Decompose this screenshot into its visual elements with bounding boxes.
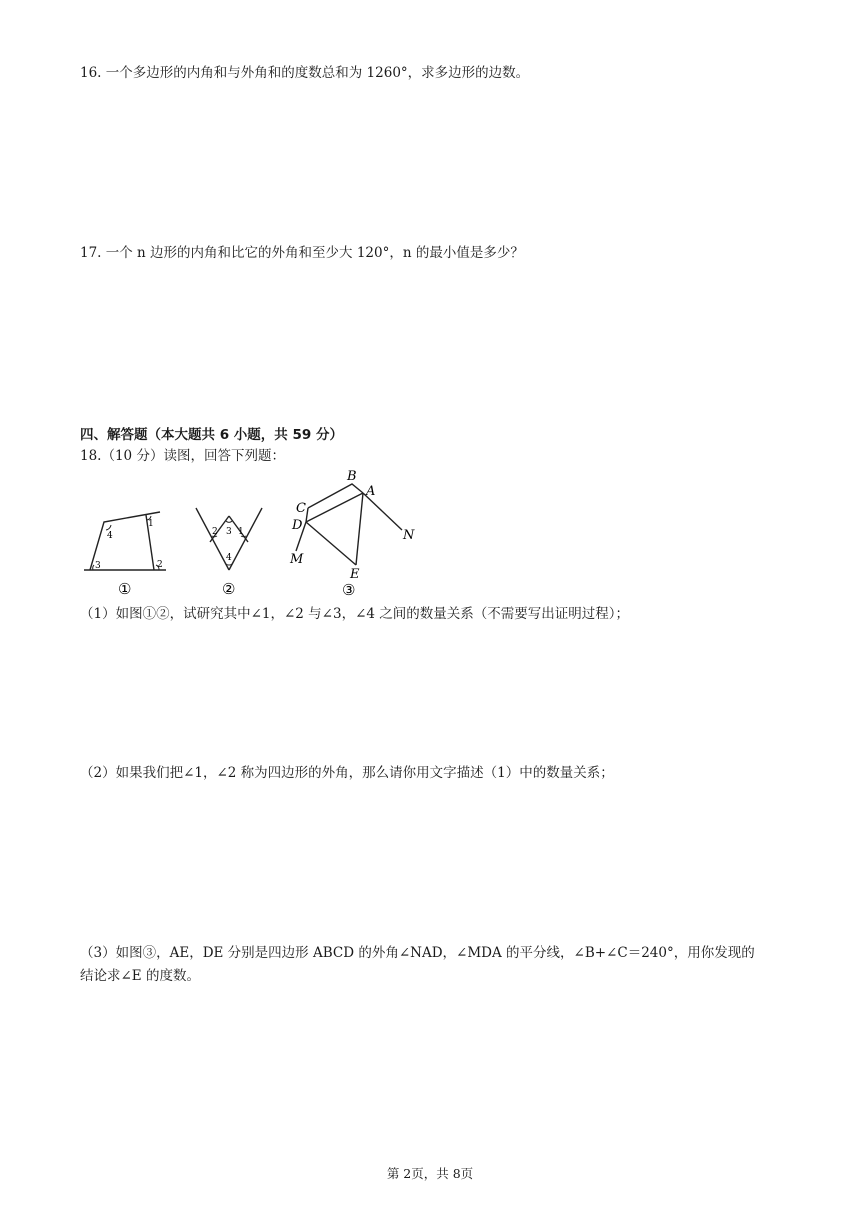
- fig2-angle-1: 1: [238, 527, 244, 537]
- question-18-part-1: （1）如图①②，试研究其中∠1，∠2 与∠3，∠4 之间的数量关系（不需要写出证明过程）；: [80, 606, 630, 622]
- fig3-point-C: C: [296, 501, 306, 516]
- fig1-angle-2: 2: [157, 560, 163, 570]
- fig3-point-B: B: [347, 469, 357, 484]
- fig2-angle-2: 2: [212, 527, 218, 537]
- fig2-angle-3: 3: [226, 527, 232, 537]
- question-18-part-2: （2）如果我们把∠1，∠2 称为四边形的外角，那么请你用文字描述（1）中的数量关系；: [80, 765, 614, 781]
- section-heading: 四、解答题（本大题共 6 小题，共 59 分）: [80, 427, 343, 443]
- fig3-point-M: M: [290, 552, 304, 567]
- fig1-angle-1: 1: [148, 519, 154, 529]
- fig3-point-D: D: [292, 518, 303, 533]
- fig1-angle-3: 3: [95, 561, 101, 571]
- question-18-part-3-line-2: 结论求∠E 的度数。: [80, 968, 200, 984]
- question-17: 17. 一个 n 边形的内角和比它的外角和至少大 120°，n 的最小值是多少？: [80, 245, 524, 261]
- question-16: 16. 一个多边形的内角和与外角和的度数总和为 1260°，求多边形的边数。: [80, 65, 530, 81]
- fig1-angle-4: 4: [107, 531, 113, 541]
- figure-1: [84, 506, 170, 602]
- fig1-caption: ①: [118, 580, 132, 598]
- page-footer: 第 2页，共 8页: [386, 1166, 474, 1181]
- fig2-angle-4: 4: [226, 553, 232, 563]
- figure-2: [194, 506, 264, 602]
- question-18-intro: 18.（10 分）读图，回答下列题：: [80, 448, 285, 464]
- fig2-caption: ②: [222, 580, 236, 598]
- fig3-caption: ③: [342, 581, 356, 598]
- fig3-point-A: A: [366, 484, 376, 499]
- fig3-point-E: E: [350, 567, 360, 582]
- question-18-part-3-line-1: （3）如图③，AE，DE 分别是四边形 ABCD 的外角∠NAD，∠MDA 的平分线，∠B+∠C＝240°，用你发现的: [80, 945, 755, 961]
- fig3-point-N: N: [403, 528, 415, 543]
- figure-3: [284, 466, 424, 602]
